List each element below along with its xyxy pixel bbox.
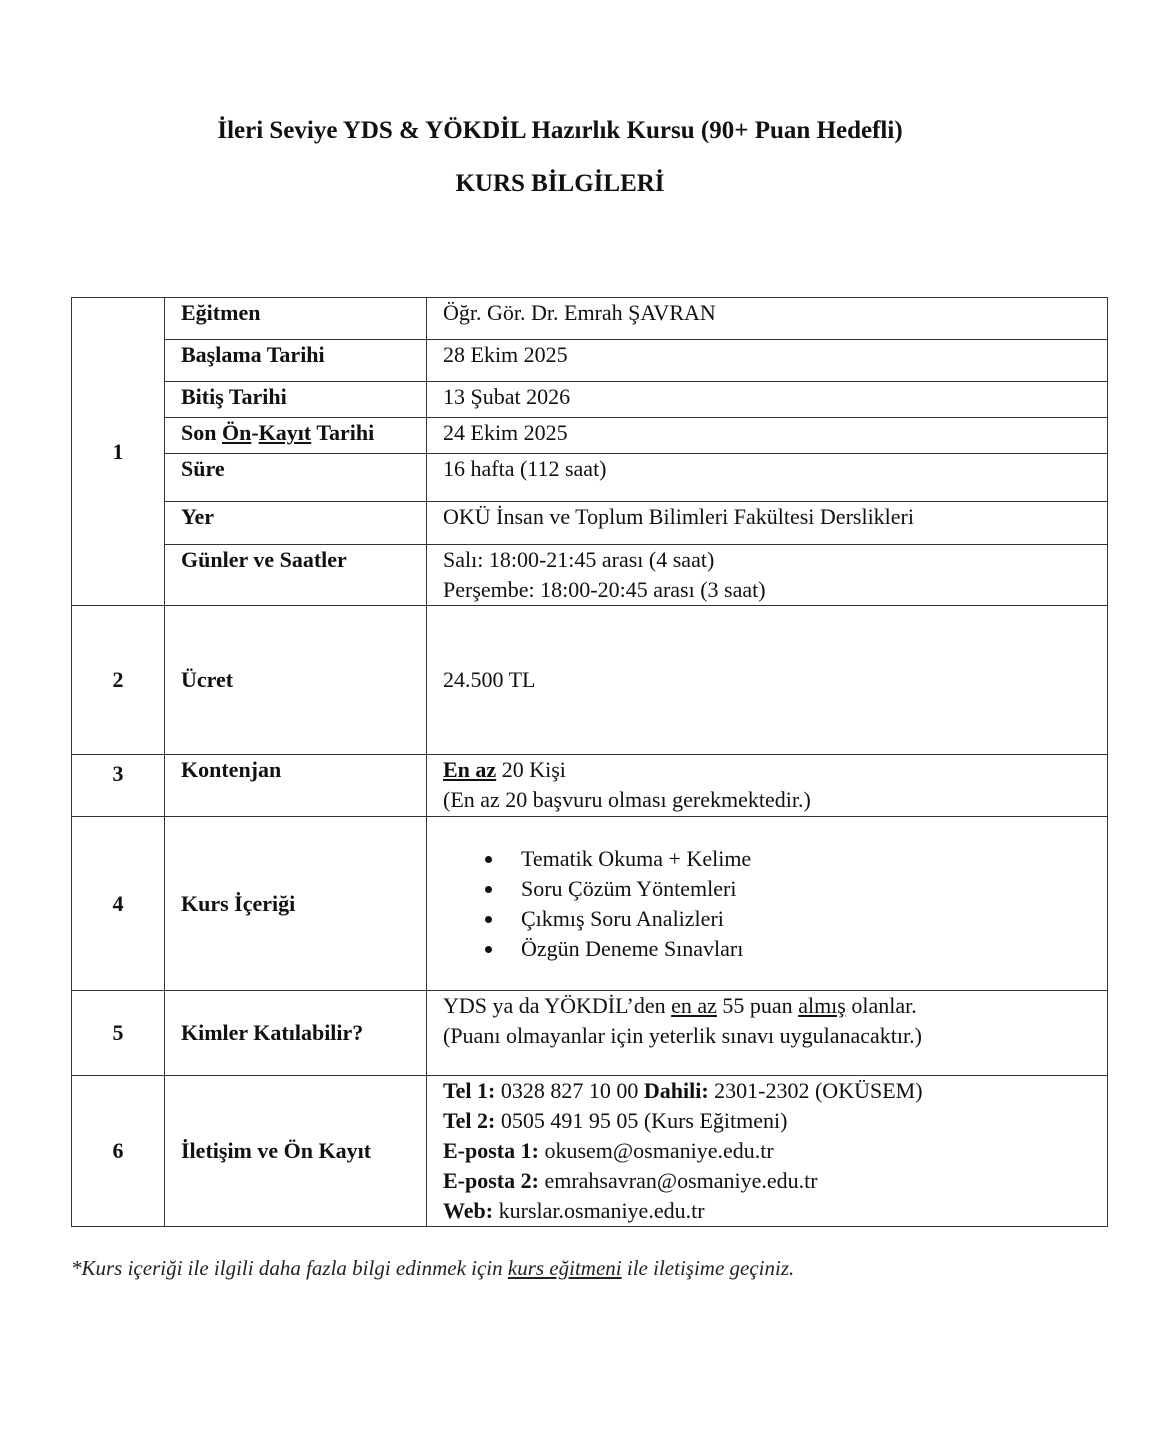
eligibility-underlined: en az (671, 993, 717, 1018)
row-number: 3 (72, 755, 165, 817)
contact-line (443, 1076, 1091, 1106)
phone-number: 0328 827 10 00 (495, 1078, 644, 1103)
table-row (72, 817, 1108, 991)
table-row (72, 382, 1108, 418)
footnote-text: ile iletişime geçiniz. (621, 1256, 795, 1280)
list-item: • Çıkmış Soru Analizleri (505, 904, 1091, 934)
contact-line (443, 1136, 1091, 1166)
row-number: 2 (72, 606, 165, 755)
eligibility-note: (Puanı olmayanlar için yeterlik sınavı uygulanacaktır.) (443, 1023, 922, 1048)
extension-number: 2301-2302 (OKÜSEM) (708, 1078, 923, 1103)
course-info-table (71, 297, 1108, 1227)
contact-label: Dahili: (643, 1078, 709, 1103)
email-address: okusem@osmaniye.edu.tr (538, 1138, 774, 1163)
contact-line (443, 1196, 1091, 1226)
row-number: 1 (72, 298, 165, 606)
quota-line (443, 755, 1091, 785)
row-label: Süre (165, 454, 427, 502)
eligibility-text: 55 puan (716, 993, 799, 1018)
row-label: Yer (165, 502, 427, 545)
row-value (427, 545, 1108, 606)
web-address: kurslar.osmaniye.edu.tr (493, 1198, 705, 1223)
page-subtitle: KURS BİLGİLERİ (455, 170, 665, 197)
label-text-underlined: Kayıt (258, 420, 312, 445)
table-row (72, 991, 1108, 1076)
table-row (72, 1076, 1108, 1227)
label-text: - (251, 420, 259, 445)
contact-line (443, 1106, 1091, 1136)
row-label: Eğitmen (165, 298, 427, 340)
row-label: Kontenjan (165, 755, 427, 817)
row-value: 28 Ekim 2025 (427, 340, 1108, 382)
row-value: 16 hafta (112 saat) (427, 454, 1108, 502)
footnote (71, 1254, 794, 1282)
footnote-underlined: kurs eğitmeni (507, 1256, 622, 1280)
row-value (427, 991, 1108, 1076)
row-label (165, 418, 427, 454)
list-item: • Tematik Okuma + Kelime (505, 844, 1091, 874)
row-number: 4 (72, 817, 165, 991)
row-number: 5 (72, 991, 165, 1076)
list-item: • Soru Çözüm Yöntemleri (505, 874, 1091, 904)
contact-label: Tel 2: (443, 1108, 496, 1133)
row-value: 13 Şubat 2026 (427, 382, 1108, 418)
row-label: Bitiş Tarihi (165, 382, 427, 418)
content-list (443, 844, 1091, 964)
table-row (72, 298, 1108, 340)
label-text: Son (181, 420, 222, 445)
row-number: 6 (72, 1076, 165, 1227)
page-title: İleri Seviye YDS & YÖKDİL Hazırlık Kursu (90+ Puan Hedefli) (217, 117, 903, 144)
row-value (427, 817, 1108, 991)
eligibility-underlined: almış (798, 993, 846, 1018)
list-item: • Özgün Deneme Sınavları (505, 934, 1091, 964)
table-row (72, 755, 1108, 817)
row-label: Kurs İçeriği (165, 817, 427, 991)
quota-note: (En az 20 başvuru olması gerekmektedir.) (443, 787, 811, 812)
contact-label: Web: (443, 1198, 494, 1223)
table-row (72, 502, 1108, 545)
label-text: Tarihi (311, 420, 375, 445)
row-value: Öğr. Gör. Dr. Emrah ŞAVRAN (427, 298, 1108, 340)
schedule-line: Perşembe: 18:00-20:45 arası (3 saat) (443, 577, 766, 602)
table-row (72, 340, 1108, 382)
row-value: OKÜ İnsan ve Toplum Bilimleri Fakültesi Derslikleri (427, 502, 1108, 545)
table-row (72, 418, 1108, 454)
quota-emphasis: En az (443, 757, 497, 782)
table-row (72, 606, 1108, 755)
contact-label: Tel 1: (443, 1078, 496, 1103)
table-row (72, 454, 1108, 502)
row-value: 24 Ekim 2025 (427, 418, 1108, 454)
quota-text: 20 Kişi (496, 757, 566, 782)
eligibility-line (443, 991, 1091, 1021)
contact-label: E-posta 1: (443, 1138, 539, 1163)
row-label: Kimler Katılabilir? (165, 991, 427, 1076)
eligibility-text: olanlar. (845, 993, 917, 1018)
row-label: Başlama Tarihi (165, 340, 427, 382)
row-label: İletişim ve Ön Kayıt (165, 1076, 427, 1227)
label-text-underlined: Ön (221, 420, 252, 445)
row-label: Ücret (165, 606, 427, 755)
contact-label: E-posta 2: (443, 1168, 539, 1193)
table-row (72, 545, 1108, 606)
row-value (427, 755, 1108, 817)
row-value: 24.500 TL (427, 606, 1108, 755)
footnote-text: *Kurs içeriği ile ilgili daha fazla bilgi edinmek için (71, 1256, 508, 1280)
eligibility-text: YDS ya da YÖKDİL’den (443, 993, 672, 1018)
contact-line (443, 1166, 1091, 1196)
email-address: emrahsavran@osmaniye.edu.tr (538, 1168, 818, 1193)
schedule-line: Salı: 18:00-21:45 arası (4 saat) (443, 547, 715, 572)
phone-number: 0505 491 95 05 (Kurs Eğitmeni) (495, 1108, 788, 1133)
row-value (427, 1076, 1108, 1227)
row-label: Günler ve Saatler (165, 545, 427, 606)
